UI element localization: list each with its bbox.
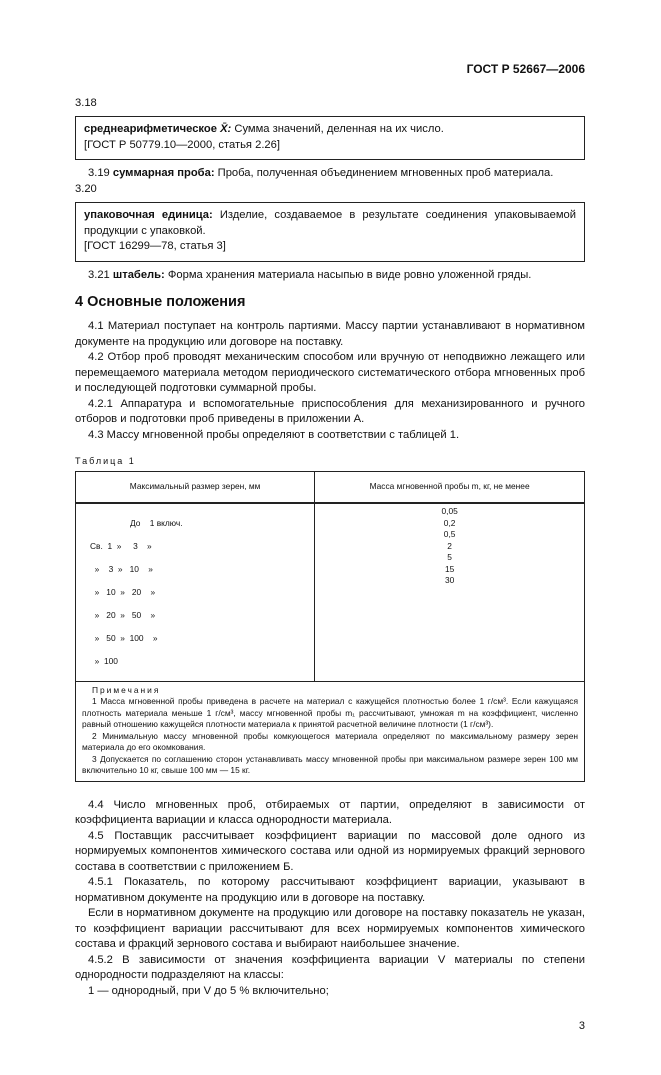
section-heading: 4 Основные положения [75, 294, 246, 310]
table-cell: » 20 » 50 » [90, 609, 156, 620]
reference: [ГОСТ 16299—78, статья 3] [84, 240, 226, 252]
column-header: Максимальный размер зерен, мм [76, 472, 315, 504]
document-header: ГОСТ Р 52667—2006 [466, 62, 585, 76]
clause-3-18-box [75, 116, 585, 160]
values-column [315, 503, 585, 681]
term: штабель: [112, 268, 165, 281]
table-cell: 0,5 [443, 529, 456, 539]
notes-title: Примечания [92, 684, 161, 695]
clause-3-19 [75, 166, 585, 182]
section-paragraphs-2 [75, 798, 585, 1000]
term: упаковочная единица: [84, 209, 213, 221]
table-cell: » 100 [90, 655, 118, 666]
clause-3-18-number: 3.18 [75, 96, 97, 109]
paragraph: 4.5.1 Показатель, по которому рассчитывают коэффициент вариации, указывают в нормативном документе на продукцию или в договоре на поставку. [75, 876, 585, 904]
term: среднеарифметическое [84, 123, 217, 135]
table-notes [76, 681, 585, 781]
term: суммарная проба: [112, 167, 215, 179]
table-cell: 0,2 [443, 517, 456, 528]
table-cell: До 1 включ. [130, 517, 183, 528]
table-cell: 0,05 [441, 506, 458, 516]
clause-3-21 [75, 268, 585, 284]
table-cell: 2 [447, 540, 452, 551]
table-caption: Таблица 1 [75, 456, 136, 466]
table-cell: » 50 » 100 » [90, 632, 158, 643]
clause-number: 3.21 [88, 268, 110, 281]
table-1 [75, 471, 585, 782]
definition: Форма хранения материала насыпью в виде ровно уложенной гряды. [164, 268, 532, 281]
note: 3 Допускается по соглашению сторон устанавливать массу мгновенной пробы при максимальном размере зерен 100 мм включительно 10 кг, свыше 100 мм — 15 кг. [82, 753, 578, 775]
page-number: 3 [578, 1020, 585, 1032]
paragraph: 4.5.2 В зависимости от значения коэффициента вариации V материалы по степени однородности подразделяют на классы: [75, 953, 585, 981]
table-cell: 30 [444, 575, 455, 585]
paragraph: 1 — однородный, при V до 5 % включительно; [88, 984, 329, 997]
note: 1 Масса мгновенной пробы приведена в расчете на материал с кажущейся плотностью более 1 г/см³. Если кажущаяся плотность материала меньше 1 г/см³, массу мгновенной пробы m₁ рассчитывают, умножая m на коэффициент, численно равный отношению кажущейся плотности материала к принятой расчетной величине плотности (1 г/см³). [82, 696, 578, 729]
paragraph: 4.4 Число мгновенных проб, отбираемых от партии, определяют в зависимости от коэффициента вариации и класса однородности материала. [75, 798, 585, 826]
clause-3-20-box [75, 202, 585, 262]
paragraph: 4.1 Материал поступает на контроль партиями. Массу партии устанавливают в нормативном документе на продукцию или договоре на поставку. [75, 320, 585, 348]
term-symbol: X̄: [220, 123, 232, 135]
definition: Проба, полученная объединением мгновенных проб материала. [214, 167, 554, 179]
paragraph: 4.3 Массу мгновенной пробы определяют в соответствии с таблицей 1. [88, 428, 460, 441]
definition: Изделие, создаваемое в результате соединения упаковываемой продукции с упаковкой. [84, 209, 576, 237]
clause-3-20-number: 3.20 [75, 182, 97, 195]
table-cell: Св. 1 » 3 » [90, 540, 152, 551]
column-header: Масса мгновенной пробы m, кг, не менее [315, 472, 585, 504]
table-cell: 5 [447, 552, 452, 562]
paragraph: 4.5 Поставщик рассчитывает коэффициент вариации по массовой доле одного из нормируемых компонентов химического состава или одной из нормируемых фракций зернового состава в соответствии с приложением Б. [75, 829, 585, 873]
table-cell: 15 [444, 563, 455, 574]
paragraph: 4.2 Отбор проб проводят механическим способом или вручную от неподвижно лежащего или перемещаемого материала методом периодического систематического отбора мгновенных проб и последующей подготовки суммарной пробы. [75, 351, 585, 394]
clause-number: 3.19 [88, 167, 110, 179]
table-cell: » 10 » 20 » [90, 586, 156, 597]
reference: [ГОСТ Р 50779.10—2000, статья 2.26] [84, 138, 280, 151]
definition: Сумма значений, деленная на их число. [231, 123, 444, 135]
section-paragraphs-1 [75, 319, 585, 443]
note: 2 Минимальную массу мгновенной пробы комкующегося материала определяют по максимальному размеру зерен материала до его окомкования. [82, 730, 578, 752]
paragraph: 4.2.1 Аппаратура и вспомогательные приспособления для механизированного и ручного отборов и подготовки проб приведены в приложении А. [75, 397, 585, 425]
table-cell: » 3 » 10 » [90, 563, 153, 574]
sizes-column [76, 503, 315, 681]
paragraph: Если в нормативном документе на продукцию или договоре на поставку показатель не указан, то коэффициент вариации рассчитывают для всех нормируемых компонентов химического состава и фракций зернового состава и выбирают наибольшее значение. [75, 907, 585, 950]
